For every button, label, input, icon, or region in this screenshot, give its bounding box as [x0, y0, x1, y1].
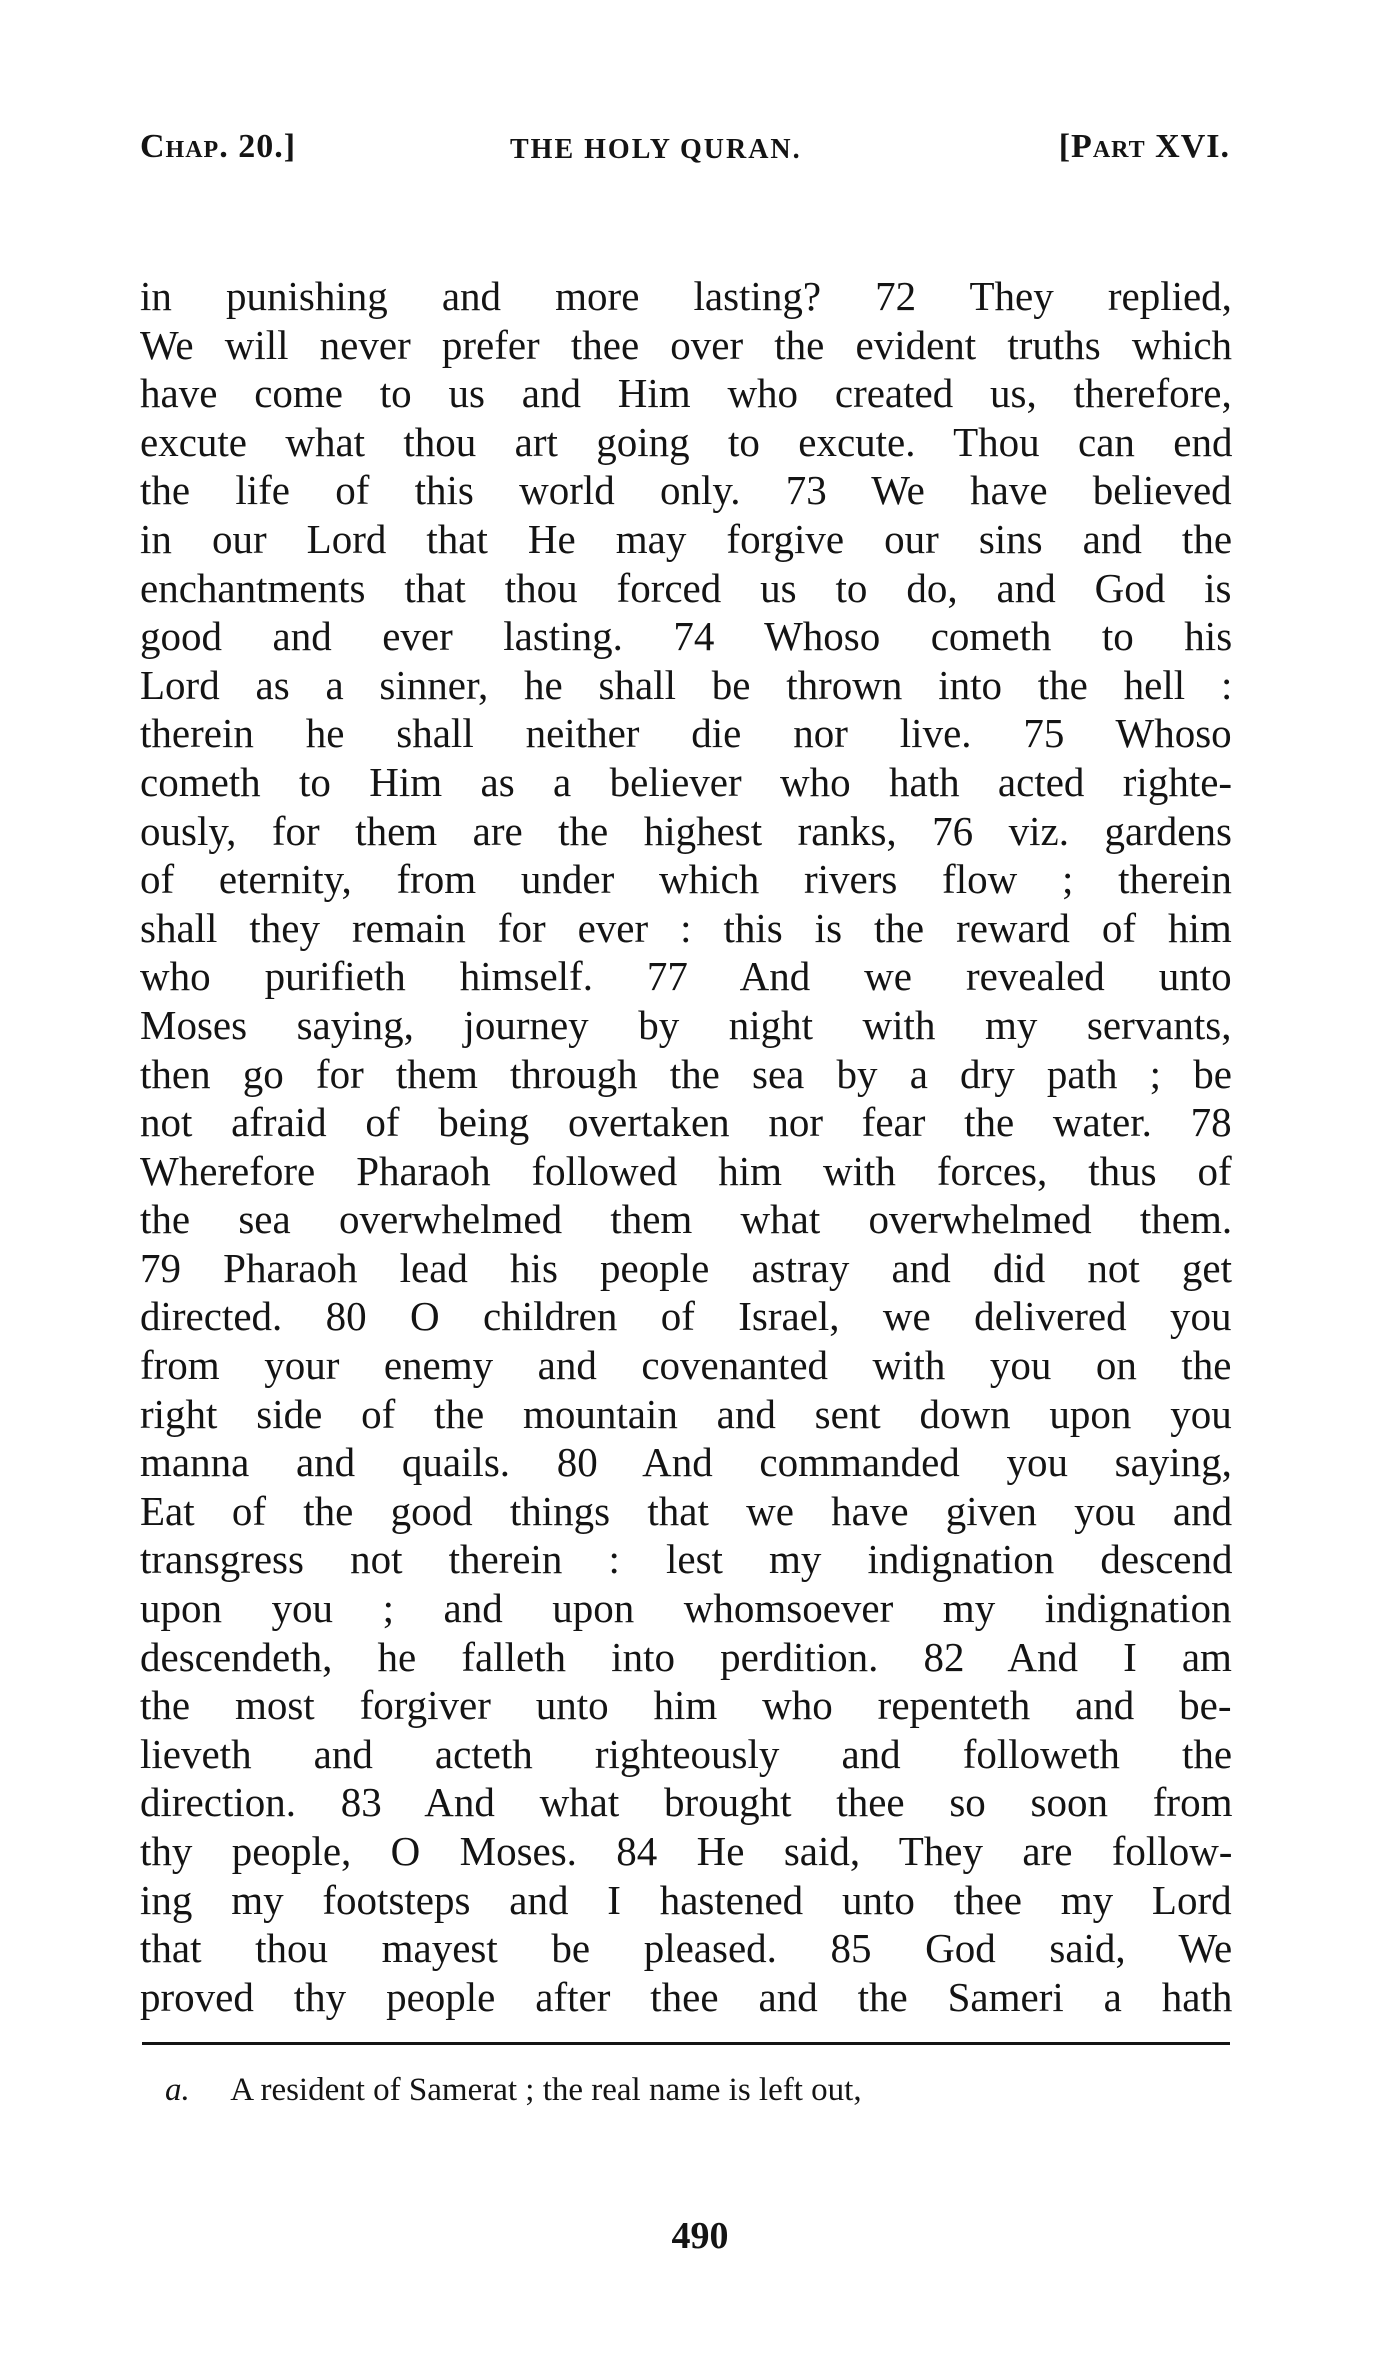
- text-line: lieveth and acteth righteously and followeth the: [140, 1730, 1232, 1777]
- main-text: [140, 272, 1232, 2021]
- text-line: cometh to Him as a believer who hath acted righte-: [140, 758, 1232, 805]
- text-line: thy people, O Moses. 84 He said, They are follow-: [140, 1828, 1232, 1874]
- text-line: Lord as a sinner, he shall be thrown into the hell :: [140, 661, 1232, 708]
- text-line: in our Lord that He may forgive our sins and the: [140, 515, 1232, 562]
- text-line: the life of this world only. 73 We have believed: [140, 467, 1232, 514]
- text-line: in punishing and more lasting? 72 They replied,: [140, 273, 1232, 319]
- text-line: of eternity, from under which rivers flow ; therein: [140, 856, 1232, 903]
- text-line: excute what thou art going to excute. Thou can end: [140, 418, 1232, 465]
- text-line: the most forgiver unto him who repenteth and be-: [140, 1682, 1232, 1729]
- footnote: [165, 2072, 1240, 2109]
- text-line: transgress not therein : lest my indignation descend: [140, 1536, 1232, 1583]
- text-line: good and ever lasting. 74 Whoso cometh to his: [140, 613, 1232, 660]
- footnote-mark: a.: [165, 2072, 190, 2108]
- text-line: direction. 83 And what brought thee so soon from: [140, 1779, 1232, 1826]
- text-line: Moses saying, journey by night with my servants,: [140, 1001, 1232, 1048]
- footnote-divider: [142, 2042, 1230, 2045]
- text-line: manna and quails. 80 And commanded you saying,: [140, 1439, 1232, 1486]
- text-line: 79 Pharaoh lead his people astray and did not get: [140, 1244, 1232, 1291]
- text-line: directed. 80 O children of Israel, we delivered you: [140, 1293, 1232, 1340]
- text-line: shall they remain for ever : this is the reward of him: [140, 904, 1232, 951]
- text-line: ing my footsteps and I hastened unto thee my Lord: [140, 1876, 1232, 1923]
- part-label: [Part XVI.: [1058, 128, 1230, 165]
- book-title: THE HOLY QURAN.: [510, 134, 802, 165]
- text-line: right side of the mountain and sent down upon you: [140, 1390, 1232, 1437]
- text-line: from your enemy and covenanted with you on the: [140, 1342, 1232, 1389]
- text-line: that thou mayest be pleased. 85 God said, We: [140, 1925, 1232, 1972]
- text-line: then go for them through the sea by a dry path ; be: [140, 1050, 1232, 1097]
- text-line: therein he shall neither die nor live. 75 Whoso: [140, 710, 1232, 757]
- chapter-label: Chap. 20.]: [140, 128, 297, 165]
- text-line: upon you ; and upon whomsoever my indignation: [140, 1585, 1232, 1632]
- text-line: Eat of the good things that we have given you and: [140, 1487, 1232, 1534]
- text-line: not afraid of being overtaken nor fear the water. 78: [140, 1099, 1232, 1146]
- text-line: enchantments that thou forced us to do, and God is: [140, 564, 1232, 611]
- text-line: ously, for them are the highest ranks, 76 viz. gardens: [140, 807, 1232, 854]
- text-line: descendeth, he falleth into perdition. 82 And I am: [140, 1633, 1232, 1680]
- text-line: who purifieth himself. 77 And we revealed unto: [140, 953, 1232, 1000]
- text-line: We will never prefer thee over the evident truths which: [140, 321, 1232, 368]
- text-line: the sea overwhelmed them what overwhelmed them.: [140, 1196, 1232, 1243]
- page-number: 490: [671, 2215, 729, 2257]
- text-line: proved thy people after thee and the Sameri a hath: [140, 1973, 1232, 2020]
- text-line: have come to us and Him who created us, therefore,: [140, 370, 1232, 417]
- footnote-text: A resident of Samerat ; the real name is left out,: [230, 2072, 862, 2108]
- running-header: [140, 128, 1230, 178]
- text-line: Wherefore Pharaoh followed him with forces, thus of: [140, 1147, 1232, 1194]
